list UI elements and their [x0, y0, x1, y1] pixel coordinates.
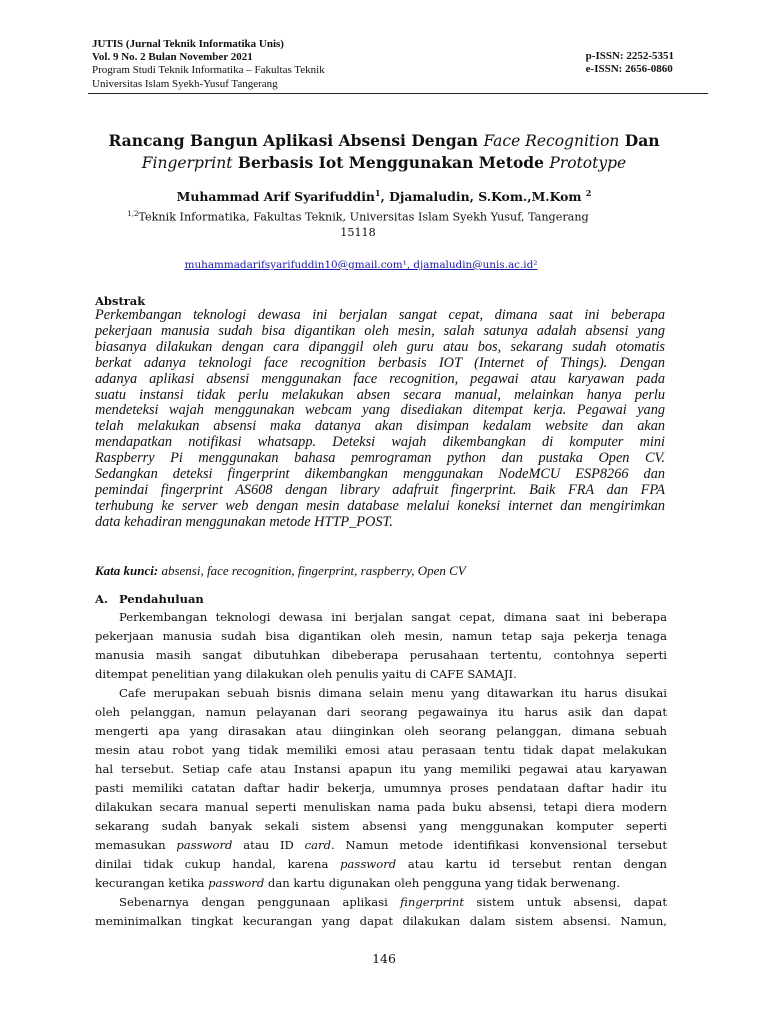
section-heading — [95, 592, 204, 606]
abstract-line: mendeteksi wajah menggunakan webcam yang disediakan ditempat kerja. Pegawai yang — [95, 402, 665, 419]
abstract-text — [95, 308, 665, 531]
abstract-line: berkat adanya teknologi face recognition berbasis IOT (Internet of Things). Dengan — [95, 354, 665, 371]
journal-header — [92, 38, 680, 92]
paragraph-3 — [95, 893, 667, 931]
text-line: pekerjaan manusia sudah bisa digantikan oleh mesin, namun tetap saja pekerja tenaga — [95, 629, 667, 643]
author-2-sup: 2 — [585, 188, 592, 198]
abstract-line: Raspberry Pi menggunakan bahasa pemrograman python dan pustaka Open CV. — [95, 450, 665, 467]
page-number: 146 — [372, 951, 396, 966]
text-line: hal tersebut. Setiap cafe atau Instansi apapun itu yang memiliki pegawai atau karyawan — [95, 762, 667, 776]
email-links[interactable]: muhammadarifsyarifuddin10@gmail.com¹, djamaludin@unis.ac.id² — [184, 259, 538, 271]
abstract-line: pekerjaan manusia sudah bisa digantikan oleh mesin, salah satunya adalah absensi yang — [95, 322, 665, 339]
abstract-line: terhubung ke server web dengan mesin database melalui koneksi internet dan mengirimkan — [95, 497, 665, 514]
journal-university: Universitas Islam Syekh-Yusuf Tangerang — [92, 77, 278, 90]
text-line: dilakukan secara manual seperti menuliskan nama pada buku absensi, tetapi diera modern — [95, 800, 667, 814]
abstract-line: Perkembangan teknologi dewasa ini berjalan sangat cepat, dimana saat ini beberapa — [95, 307, 665, 323]
text-line: manusia masih sangat dibutuhkan dibeberapa perusahaan tertentu, contohnya seperti — [95, 648, 667, 662]
text-line: ditempat penelitian yang dilakukan oleh penulis yaitu di CAFE SAMAJI. — [95, 667, 517, 681]
section-number: A. — [95, 592, 108, 606]
affiliation — [100, 207, 616, 241]
keywords-text: absensi, face recognition, fingerprint, raspberry, Open CV — [158, 563, 466, 578]
journal-program: Program Studi Teknik Informatika – Fakultas Teknik — [92, 64, 325, 77]
author-list — [90, 188, 678, 204]
paper-title — [90, 130, 678, 174]
section-title: Pendahuluan — [119, 592, 204, 606]
affiliation-text: Teknik Informatika, Fakultas Teknik, Universitas Islam Syekh Yusuf, Tangerang — [138, 210, 589, 224]
abstract-line: biasanya dilakukan dengan cara dipanggil oleh guru atau bos, sekarang sudah otomatis — [95, 338, 665, 355]
text-line: Perkembangan teknologi dewasa ini berjalan sangat cepat, dimana saat ini beberapa — [119, 610, 667, 624]
affiliation-line — [100, 207, 616, 225]
abstract-heading: Abstrak — [95, 294, 146, 308]
text-line: sekarang sudah banyak sekali sistem absensi yang menggunakan komputer seperti — [95, 819, 667, 833]
paragraph-2 — [95, 684, 667, 836]
text-line: mengerti apa yang dirasakan atau diinginkan oleh seorang pelanggan, dimana sebuah — [95, 724, 667, 738]
abstract-line: mendapatkan notifikasi whatsapp. Deteksi wajah dikembangkan di komputer mini — [95, 434, 665, 451]
abstract-line: adanya aplikasi absensi menggunakan face recognition, pegawai atau karyawan pada — [95, 370, 665, 387]
affiliation-postal: 15118 — [340, 226, 376, 240]
journal-name: JUTIS (Jurnal Teknik Informatika Unis) — [92, 38, 284, 50]
text-line: pasti memiliki catatan daftar hadir bekerja, umumnya proses pendataan daftar hadir itu — [95, 781, 667, 795]
text-line: memasukan password atau ID card. Namun metode identifikasi konvensional tersebut — [95, 838, 667, 852]
author-emails — [90, 259, 632, 271]
title-line-1 — [90, 130, 678, 152]
abstract-line: suatu instansi tidak perlu melakukan absen secara manual, melainkan hanya perlu — [95, 386, 665, 403]
abstract-line: pemindai fingerprint AS608 dengan library adafruit fingerprint. Baik FRA dan FPA — [95, 481, 665, 498]
affiliation-sup: 1,2 — [127, 210, 139, 218]
abstract-line: Sedangkan deteksi fingerprint dikembangkan menggunakan NodeMCU ESP8266 dan — [95, 466, 665, 483]
text-line: kecurangan ketika password dan kartu digunakan oleh pengguna yang tidak berwenang. — [95, 876, 621, 890]
text-line: dinilai tidak cukup handal, karena password atau kartu id tersebut rentan dengan — [95, 857, 667, 871]
e-issn: e-ISSN: 2656-0860 — [585, 63, 673, 76]
journal-info — [92, 38, 325, 91]
keywords-label: Kata kunci: — [95, 563, 159, 578]
body-text — [95, 608, 667, 931]
author-1-sup: 1 — [374, 188, 381, 198]
text-line: meminimalkan tingkat kecurangan yang dapat dilakukan dalam sistem absensi. Namun, — [95, 914, 667, 928]
abstract-line: telah melakukan absensi maka datanya akan disimpan kedalam website dan akan — [95, 418, 665, 435]
text-line: Cafe merupakan sebuah bisnis dimana selain menu yang ditawarkan itu harus disukai — [119, 686, 667, 700]
title-line-2 — [90, 152, 678, 174]
keywords — [95, 563, 675, 579]
issn-block — [586, 50, 674, 76]
title-italic: Prototype — [549, 154, 627, 172]
p-issn: p-ISSN: 2252-5351 — [585, 50, 674, 62]
title-part: Berbasis Iot Menggunakan Metode — [232, 153, 550, 172]
text-line: mesin atau robot yang tidak memiliki emosi atau perasaan tentu tidak dapat melakukan — [95, 743, 667, 757]
title-italic: Face Recognition — [483, 132, 620, 150]
text-line: Sebenarnya dengan penggunaan aplikasi fingerprint sistem untuk absensi, dapat — [119, 895, 668, 909]
title-italic: Fingerprint — [141, 154, 233, 172]
abstract-line: data kehadiran menggunakan metode HTTP_POST. — [95, 513, 393, 530]
author-1: Muhammad Arif Syarifuddin — [176, 189, 375, 205]
title-part: Dan — [619, 131, 660, 150]
title-part: Rancang Bangun Aplikasi Absensi Dengan — [108, 131, 484, 150]
journal-volume: Vol. 9 No. 2 Bulan November 2021 — [92, 51, 253, 64]
author-2: , Djamaludin, S.Kom.,M.Kom — [380, 189, 586, 205]
text-line: oleh pelanggan, namun pelayanan dari seorang pegawainya itu harus asik dan dapat — [95, 705, 667, 719]
header-divider — [88, 93, 708, 94]
paragraph-1 — [95, 608, 667, 684]
paragraph-2-continued — [95, 836, 667, 893]
